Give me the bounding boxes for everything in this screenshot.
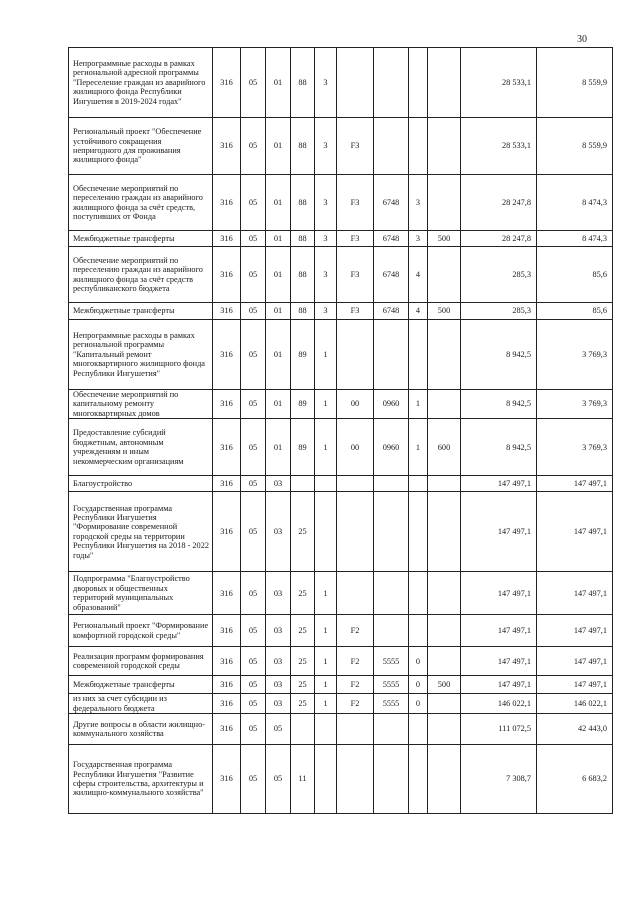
razdel-code: 05 [241, 48, 266, 118]
sub-direction-code [409, 615, 428, 647]
podrazdel-code: 01 [266, 48, 291, 118]
sum-2: 146 022,1 [537, 694, 613, 714]
podrazdel-code: 01 [266, 419, 291, 476]
program-code: 88 [291, 303, 315, 320]
vedomstvo-code: 316 [213, 572, 241, 615]
sub-direction-code [409, 48, 428, 118]
table-row [69, 694, 613, 714]
row-name: Региональный проект "Формирование комфортной городской среды" [69, 615, 213, 647]
sub-direction-code [409, 320, 428, 390]
sum-2: 147 497,1 [537, 476, 613, 492]
table-row [69, 615, 613, 647]
sub-direction-code: 0 [409, 647, 428, 676]
table-row [69, 745, 613, 814]
table-row [69, 492, 613, 572]
sub-direction-code: 3 [409, 231, 428, 247]
table-row [69, 231, 613, 247]
direction-code: 6748 [374, 247, 409, 303]
row-name: Межбюджетные трансферты [69, 676, 213, 694]
podrazdel-code: 03 [266, 615, 291, 647]
sum-2: 3 769,3 [537, 390, 613, 419]
direction-code [374, 48, 409, 118]
direction-code: 5555 [374, 676, 409, 694]
vedomstvo-code: 316 [213, 48, 241, 118]
budget-table [68, 47, 613, 814]
project-code [337, 492, 374, 572]
program-code [291, 714, 315, 745]
program-code: 88 [291, 175, 315, 231]
program-code: 25 [291, 694, 315, 714]
project-code: F2 [337, 615, 374, 647]
expense-type-code: 500 [428, 303, 461, 320]
direction-code [374, 476, 409, 492]
program-code: 25 [291, 492, 315, 572]
subprogram-code: 3 [315, 175, 337, 231]
subprogram-code: 3 [315, 303, 337, 320]
subprogram-code: 1 [315, 615, 337, 647]
sum-2: 147 497,1 [537, 615, 613, 647]
subprogram-code [315, 714, 337, 745]
sub-direction-code [409, 714, 428, 745]
sub-direction-code: 4 [409, 303, 428, 320]
table-row [69, 48, 613, 118]
direction-code [374, 714, 409, 745]
program-code: 25 [291, 615, 315, 647]
program-code: 89 [291, 419, 315, 476]
row-name: Предоставление субсидий бюджетным, автономным учреждениям и иным некоммерческим организациям [69, 419, 213, 476]
subprogram-code: 1 [315, 390, 337, 419]
project-code: F2 [337, 694, 374, 714]
row-name: Непрограммные расходы в рамках региональной адресной программы "Переселение граждан из аварийного жилищного фонда Республики Ингушетия в 2019-2024 годах" [69, 48, 213, 118]
sub-direction-code: 3 [409, 175, 428, 231]
vedomstvo-code: 316 [213, 745, 241, 814]
subprogram-code [315, 745, 337, 814]
project-code [337, 48, 374, 118]
sub-direction-code: 4 [409, 247, 428, 303]
row-name: Реализация программ формирования современной городской среды [69, 647, 213, 676]
table-row [69, 419, 613, 476]
project-code [337, 320, 374, 390]
table-row [69, 676, 613, 694]
razdel-code: 05 [241, 419, 266, 476]
project-code: F3 [337, 175, 374, 231]
sum-2: 147 497,1 [537, 492, 613, 572]
vedomstvo-code: 316 [213, 320, 241, 390]
vedomstvo-code: 316 [213, 647, 241, 676]
direction-code: 5555 [374, 694, 409, 714]
program-code: 25 [291, 572, 315, 615]
expense-type-code [428, 492, 461, 572]
vedomstvo-code: 316 [213, 676, 241, 694]
razdel-code: 05 [241, 476, 266, 492]
razdel-code: 05 [241, 247, 266, 303]
sub-direction-code: 1 [409, 390, 428, 419]
expense-type-code [428, 694, 461, 714]
direction-code: 6748 [374, 175, 409, 231]
subprogram-code: 3 [315, 247, 337, 303]
row-name: Обеспечение мероприятий по капитальному ремонту многоквартирных домов [69, 390, 213, 419]
razdel-code: 05 [241, 320, 266, 390]
project-code [337, 745, 374, 814]
row-name: из них за счет субсидии из федерального бюджета [69, 694, 213, 714]
expense-type-code [428, 48, 461, 118]
subprogram-code: 1 [315, 676, 337, 694]
sub-direction-code: 0 [409, 694, 428, 714]
project-code: 00 [337, 419, 374, 476]
vedomstvo-code: 316 [213, 231, 241, 247]
razdel-code: 05 [241, 745, 266, 814]
podrazdel-code: 05 [266, 745, 291, 814]
subprogram-code: 3 [315, 231, 337, 247]
table-row [69, 320, 613, 390]
vedomstvo-code: 316 [213, 390, 241, 419]
table-row [69, 175, 613, 231]
page-number: 30 [577, 34, 587, 45]
program-code [291, 476, 315, 492]
sum-2: 8 559,9 [537, 48, 613, 118]
sum-2: 147 497,1 [537, 647, 613, 676]
sum-2: 42 443,0 [537, 714, 613, 745]
sum-2: 8 474,3 [537, 175, 613, 231]
project-code [337, 572, 374, 615]
project-code [337, 476, 374, 492]
podrazdel-code: 03 [266, 476, 291, 492]
subprogram-code: 3 [315, 118, 337, 175]
row-name: Другие вопросы в области жилищно-коммунального хозяйства [69, 714, 213, 745]
sub-direction-code: 1 [409, 419, 428, 476]
sum-1: 8 942,5 [461, 419, 537, 476]
project-code: 00 [337, 390, 374, 419]
direction-code [374, 745, 409, 814]
razdel-code: 05 [241, 694, 266, 714]
expense-type-code [428, 572, 461, 615]
sum-2: 8 474,3 [537, 231, 613, 247]
project-code: F2 [337, 647, 374, 676]
vedomstvo-code: 316 [213, 303, 241, 320]
sum-1: 8 942,5 [461, 390, 537, 419]
podrazdel-code: 01 [266, 390, 291, 419]
expense-type-code [428, 647, 461, 676]
direction-code: 6748 [374, 231, 409, 247]
razdel-code: 05 [241, 118, 266, 175]
sum-1: 147 497,1 [461, 615, 537, 647]
sum-1: 147 497,1 [461, 492, 537, 572]
sum-1: 285,3 [461, 303, 537, 320]
podrazdel-code: 01 [266, 118, 291, 175]
subprogram-code: 1 [315, 694, 337, 714]
expense-type-code [428, 615, 461, 647]
podrazdel-code: 01 [266, 175, 291, 231]
sum-2: 3 769,3 [537, 419, 613, 476]
razdel-code: 05 [241, 303, 266, 320]
sum-1: 8 942,5 [461, 320, 537, 390]
direction-code [374, 492, 409, 572]
podrazdel-code: 05 [266, 714, 291, 745]
podrazdel-code: 03 [266, 572, 291, 615]
table-row [69, 390, 613, 419]
row-name: Межбюджетные трансферты [69, 231, 213, 247]
table-row [69, 647, 613, 676]
direction-code [374, 615, 409, 647]
razdel-code: 05 [241, 647, 266, 676]
sub-direction-code [409, 572, 428, 615]
sum-1: 285,3 [461, 247, 537, 303]
sub-direction-code [409, 745, 428, 814]
program-code: 88 [291, 231, 315, 247]
expense-type-code: 500 [428, 231, 461, 247]
row-name: Региональный проект "Обеспечение устойчивого сокращения непригодного для проживания жилищного фонда" [69, 118, 213, 175]
table-row [69, 572, 613, 615]
podrazdel-code: 03 [266, 647, 291, 676]
sum-1: 147 497,1 [461, 676, 537, 694]
expense-type-code: 500 [428, 676, 461, 694]
project-code: F3 [337, 303, 374, 320]
sum-2: 3 769,3 [537, 320, 613, 390]
vedomstvo-code: 316 [213, 476, 241, 492]
expense-type-code [428, 390, 461, 419]
subprogram-code: 1 [315, 572, 337, 615]
podrazdel-code: 03 [266, 694, 291, 714]
subprogram-code: 1 [315, 320, 337, 390]
vedomstvo-code: 316 [213, 175, 241, 231]
sum-1: 147 497,1 [461, 572, 537, 615]
podrazdel-code: 01 [266, 231, 291, 247]
sub-direction-code [409, 476, 428, 492]
direction-code: 5555 [374, 647, 409, 676]
vedomstvo-code: 316 [213, 419, 241, 476]
sum-2: 147 497,1 [537, 572, 613, 615]
razdel-code: 05 [241, 231, 266, 247]
sum-2: 147 497,1 [537, 676, 613, 694]
subprogram-code: 1 [315, 647, 337, 676]
row-name: Межбюджетные трансферты [69, 303, 213, 320]
row-name: Государственная программа Республики Ингушетия "Развитие сферы строительства, архитектуры и жилищно-коммунального хозяйства" [69, 745, 213, 814]
program-code: 88 [291, 247, 315, 303]
program-code: 89 [291, 320, 315, 390]
vedomstvo-code: 316 [213, 118, 241, 175]
sub-direction-code [409, 492, 428, 572]
sum-1: 28 247,8 [461, 175, 537, 231]
table-body [69, 48, 613, 814]
table-row [69, 247, 613, 303]
program-code: 88 [291, 118, 315, 175]
project-code [337, 714, 374, 745]
sum-2: 8 559,9 [537, 118, 613, 175]
program-code: 89 [291, 390, 315, 419]
expense-type-code [428, 320, 461, 390]
row-name: Обеспечение мероприятий по переселению граждан из аварийного жилищного фонда за счёт средств республиканского бюджета [69, 247, 213, 303]
table-row [69, 118, 613, 175]
razdel-code: 05 [241, 714, 266, 745]
subprogram-code: 1 [315, 419, 337, 476]
sum-1: 146 022,1 [461, 694, 537, 714]
sum-1: 147 497,1 [461, 476, 537, 492]
razdel-code: 05 [241, 572, 266, 615]
razdel-code: 05 [241, 676, 266, 694]
project-code: F3 [337, 231, 374, 247]
podrazdel-code: 01 [266, 303, 291, 320]
program-code: 25 [291, 676, 315, 694]
vedomstvo-code: 316 [213, 492, 241, 572]
sub-direction-code [409, 118, 428, 175]
expense-type-code [428, 476, 461, 492]
direction-code: 0960 [374, 390, 409, 419]
expense-type-code [428, 175, 461, 231]
project-code: F3 [337, 247, 374, 303]
razdel-code: 05 [241, 615, 266, 647]
razdel-code: 05 [241, 492, 266, 572]
sum-1: 28 533,1 [461, 118, 537, 175]
subprogram-code [315, 492, 337, 572]
sum-1: 28 533,1 [461, 48, 537, 118]
program-code: 88 [291, 48, 315, 118]
subprogram-code [315, 476, 337, 492]
expense-type-code: 600 [428, 419, 461, 476]
row-name: Подпрограмма "Благоустройство дворовых и общественных территорий муниципальных образований" [69, 572, 213, 615]
table-row [69, 476, 613, 492]
row-name: Государственная программа Республики Ингушетия "Формирование современной городской среды на территории Республики Ингушетия на 2018 - 2022 годы" [69, 492, 213, 572]
program-code: 11 [291, 745, 315, 814]
direction-code [374, 572, 409, 615]
direction-code: 0960 [374, 419, 409, 476]
direction-code: 6748 [374, 303, 409, 320]
project-code: F3 [337, 118, 374, 175]
podrazdel-code: 01 [266, 320, 291, 390]
row-name: Обеспечение мероприятий по переселению граждан из аварийного жилищного фонда за счёт средств, поступивших от Фонда [69, 175, 213, 231]
table-row [69, 714, 613, 745]
subprogram-code: 3 [315, 48, 337, 118]
sub-direction-code: 0 [409, 676, 428, 694]
sum-1: 28 247,8 [461, 231, 537, 247]
sum-2: 85,6 [537, 303, 613, 320]
expense-type-code [428, 247, 461, 303]
direction-code [374, 118, 409, 175]
expense-type-code [428, 714, 461, 745]
razdel-code: 05 [241, 175, 266, 231]
row-name: Благоустройство [69, 476, 213, 492]
table-row [69, 303, 613, 320]
sum-2: 6 683,2 [537, 745, 613, 814]
podrazdel-code: 01 [266, 247, 291, 303]
podrazdel-code: 03 [266, 492, 291, 572]
row-name: Непрограммные расходы в рамках региональной программы "Капитальный ремонт многоквартирного жилищного фонда Республики Ингушетия" [69, 320, 213, 390]
sum-1: 7 308,7 [461, 745, 537, 814]
program-code: 25 [291, 647, 315, 676]
razdel-code: 05 [241, 390, 266, 419]
sum-1: 147 497,1 [461, 647, 537, 676]
vedomstvo-code: 316 [213, 247, 241, 303]
sum-2: 85,6 [537, 247, 613, 303]
sum-1: 111 072,5 [461, 714, 537, 745]
expense-type-code [428, 118, 461, 175]
vedomstvo-code: 316 [213, 714, 241, 745]
vedomstvo-code: 316 [213, 694, 241, 714]
direction-code [374, 320, 409, 390]
expense-type-code [428, 745, 461, 814]
project-code: F2 [337, 676, 374, 694]
vedomstvo-code: 316 [213, 615, 241, 647]
podrazdel-code: 03 [266, 676, 291, 694]
